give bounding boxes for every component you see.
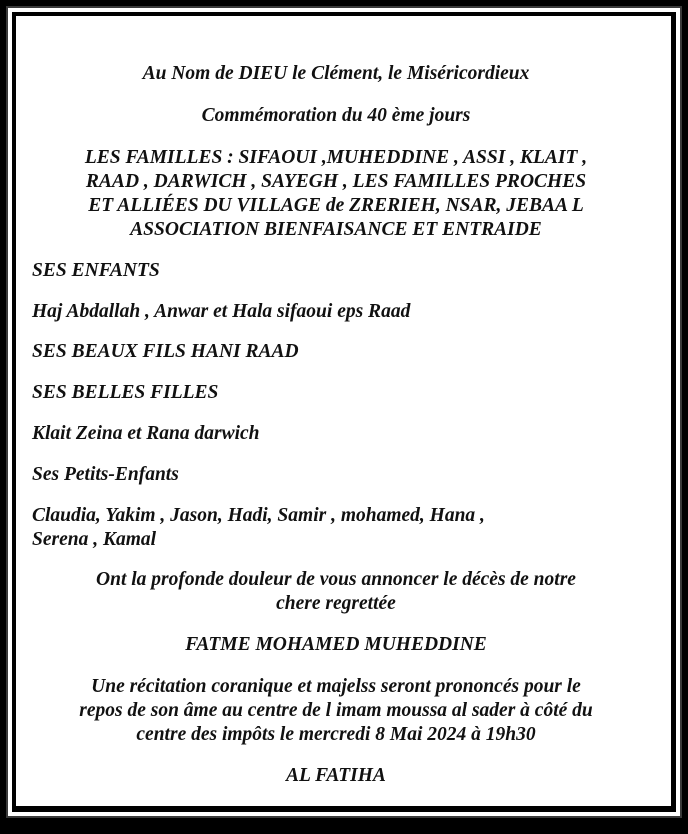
ceremony-line-3: centre des impôts le mercredi 8 Mai 2024 à 19h30: [136, 724, 536, 745]
families-line-1: LES FAMILLES : SIFAOUI ,MUHEDDINE , ASSI , KLAIT ,: [84, 147, 588, 168]
sons-in-law-heading: SES BEAUX FILS HANI RAAD: [32, 341, 299, 362]
children-names: Haj Abdallah , Anwar et Hala sifaoui eps Raad: [32, 301, 411, 322]
grandchildren-line-1: Claudia, Yakim , Jason, Hadi, Samir , mohamed, Hana ,: [32, 505, 485, 526]
daughters-in-law-names: Klait Zeina et Rana darwich: [32, 423, 260, 444]
deceased-name: FATME MOHAMED MUHEDDINE: [185, 634, 487, 655]
ceremony-line-1: Une récitation coranique et majelss seront prononcés pour le: [91, 676, 581, 697]
announcement-line-2: chere regrettée: [276, 593, 396, 614]
commemoration-title: Commémoration du 40 ème jours: [201, 105, 471, 126]
closing-prayer: AL FATIHA: [286, 765, 386, 786]
families-line-4: ASSOCIATION BIENFAISANCE ET ENTRAIDE: [130, 219, 542, 240]
ceremony-line-2: repos de son âme au centre de l imam moussa al sader à côté du: [79, 700, 593, 721]
grandchildren-heading: Ses Petits-Enfants: [32, 464, 179, 485]
daughters-in-law-heading: SES BELLES FILLES: [32, 382, 219, 403]
families-line-3: ET ALLIÉES DU VILLAGE de ZRERIEH, NSAR, JEBAA L: [88, 195, 584, 216]
grandchildren-line-2: Serena , Kamal: [32, 529, 157, 550]
invocation: Au Nom de DIEU le Clément, le Miséricordieux: [142, 63, 530, 84]
children-heading: SES ENFANTS: [32, 260, 160, 281]
families-line-2: RAAD , DARWICH , SAYEGH , LES FAMILLES PROCHES: [85, 171, 587, 192]
announcement-line-1: Ont la profonde douleur de vous annoncer le décès de notre: [96, 569, 576, 590]
